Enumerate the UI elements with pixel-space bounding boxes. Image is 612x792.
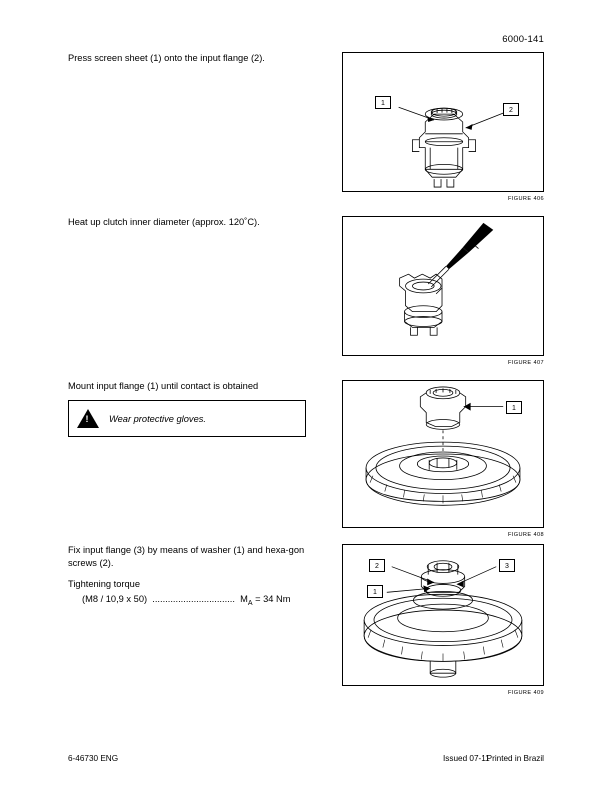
figure-409-callout-3: 3 [499,559,515,572]
warning-box [68,400,306,437]
step-3-instruction: Mount input flange (1) until contact is obtained [68,381,259,391]
figure-406-svg [343,53,543,191]
step-3-text [68,380,318,395]
footer-right: Printed in Brazil [486,754,544,763]
figure-407-svg [343,217,543,355]
step-1-instruction: Press screen sheet (1) onto the input flange (2). [68,53,265,63]
warning-triangle-icon [77,409,99,428]
warning-text: Wear protective gloves. [109,413,206,424]
footer-middle: Issued 07-11 [443,754,490,763]
figure-408 [342,380,544,528]
figure-407-drawing [343,217,543,355]
torque-spec-rest: = 34 Nm [252,594,291,604]
step-2-instruction: Heat up clutch inner diameter (approx. 120˚C). [68,217,260,227]
footer-left: 6-46730 ENG [68,754,119,763]
figure-409-callout-2: 2 [369,559,385,572]
figure-407 [342,216,544,356]
torque-label: Tightening torque [68,579,141,589]
step-1-text [68,52,318,67]
figure-409-callout-1: 1 [367,585,383,598]
figure-408-callout-1: 1 [506,401,522,414]
figure-406-callout-1: 1 [375,96,391,109]
figure-408-caption: FIGURE 408 [507,532,544,538]
step-4-text [68,544,318,612]
step-4-instruction: Fix input flange (3) by means of washer (1) and hexa-gon screws (2). [68,545,305,568]
figure-406-drawing [343,53,543,191]
torque-subscript: A [247,599,253,607]
figure-409-caption: FIGURE 409 [507,690,544,696]
torque-spec-main: (M8 / 10,9 x 50) ................................ M [82,594,248,604]
figure-406 [342,52,544,192]
page-header-code: 6000-141 [502,34,544,45]
step-2-text [68,216,318,231]
figure-406-caption: FIGURE 406 [507,196,544,202]
figure-406-callout-2: 2 [503,103,519,116]
torque-spec-text [82,593,318,610]
figure-407-caption: FIGURE 407 [507,360,544,366]
figure-409 [342,544,544,686]
torque-value [68,593,318,610]
